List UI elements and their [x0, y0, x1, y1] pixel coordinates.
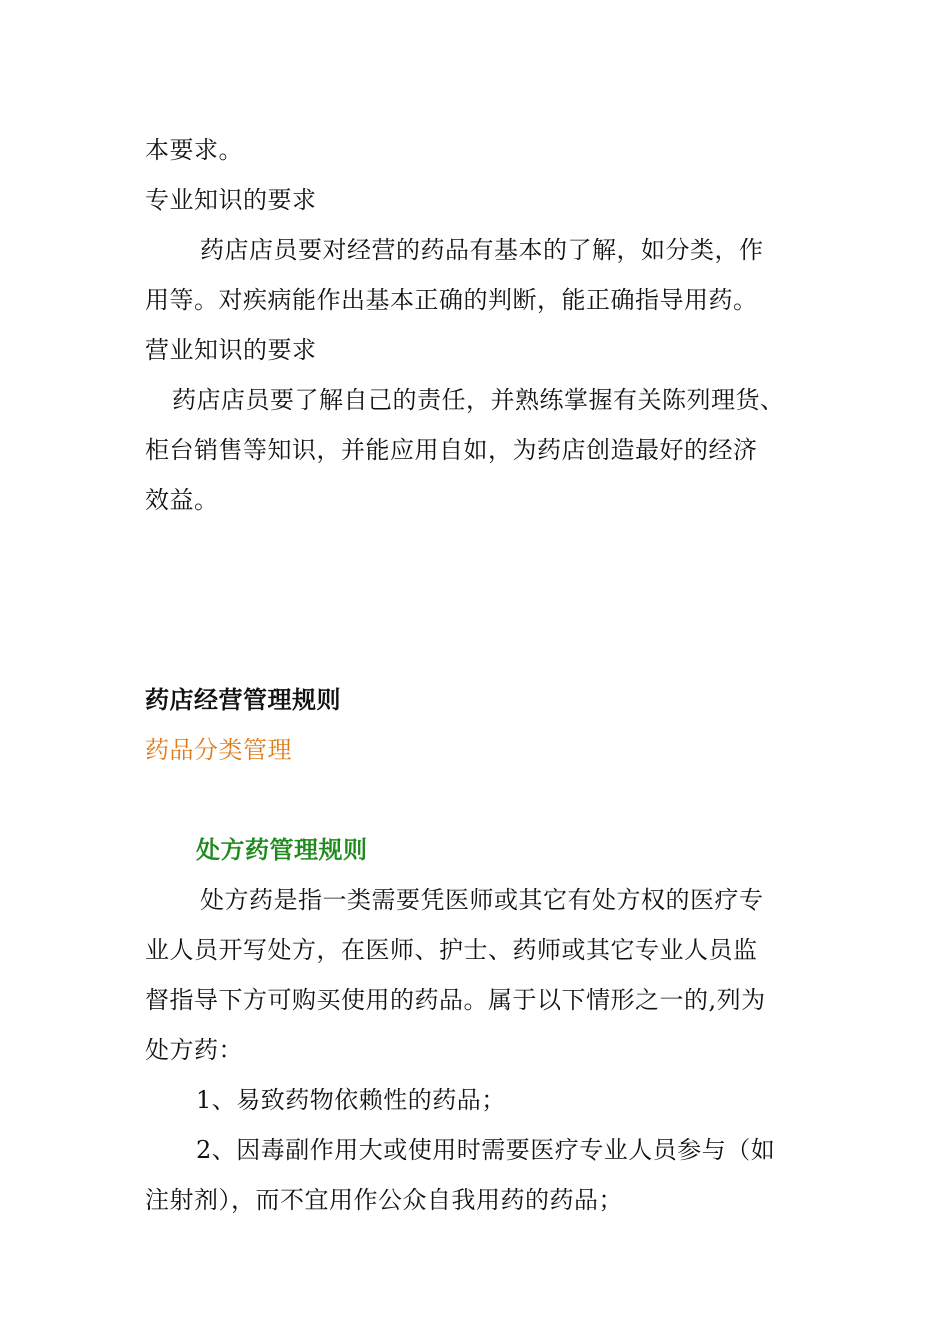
- rx-text-line: 业人员开写处方，在医师、护士、药师或其它专业人员监: [145, 936, 758, 964]
- rx-list-item: 1、易致药物依赖性的药品；: [196, 1086, 506, 1114]
- text-line: 药店店员要了解自己的责任，并熟练掌握有关陈列理货、: [172, 386, 785, 414]
- rx-text-line: 处方药是指一类需要凭医师或其它有处方权的医疗专: [200, 886, 764, 914]
- text-line: 用等。对疾病能作出基本正确的判断，能正确指导用药。: [145, 286, 758, 314]
- rx-list-item: 2、因毒副作用大或使用时需要医疗专业人员参与（如: [196, 1136, 776, 1164]
- text-line: 效益。: [145, 486, 219, 514]
- rx-text-line: 督指导下方可购买使用的药品。属于以下情形之一的,列为: [145, 986, 766, 1014]
- text-line: 药店店员要对经营的药品有基本的了解，如分类，作: [200, 236, 764, 264]
- section-title: 药店经营管理规则: [145, 686, 341, 714]
- heading-business-knowledge: 营业知识的要求: [145, 336, 317, 364]
- rx-text-line: 注射剂），而不宜用作公众自我用药的药品；: [145, 1186, 623, 1214]
- text-line: 本要求。: [145, 136, 243, 164]
- heading-professional-knowledge: 专业知识的要求: [145, 186, 317, 214]
- rx-text-line: 处方药：: [145, 1036, 243, 1064]
- subsection-title: 药品分类管理: [145, 736, 292, 764]
- text-line: 柜台销售等知识，并能应用自如，为药店创造最好的经济: [145, 436, 758, 464]
- rx-title: 处方药管理规则: [196, 836, 368, 864]
